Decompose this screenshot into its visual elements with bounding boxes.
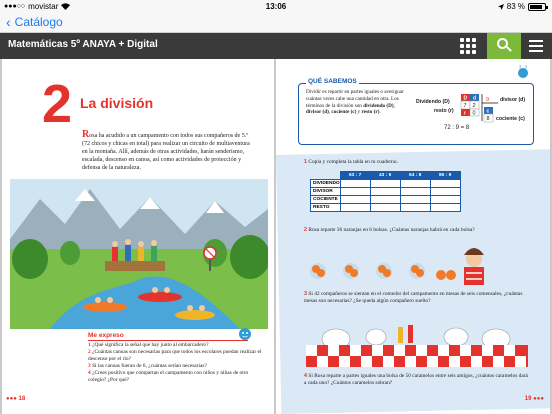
exercise-2: 2 Rosa reparte 36 naranjas en 6 bolsas. ¿Cuántas naranjas habrá en cada bolsa? xyxy=(304,227,475,233)
back-label: Catálogo xyxy=(14,15,63,29)
que-sabemos-text: Dividir es repartir en partes iguales o averiguar cuántas veces cabe una cantidad en otra. Los términos de la división son dividendo (D), divisor (d), cociente (c) y resto (r). xyxy=(306,89,404,116)
row-label: DIVISOR xyxy=(311,188,341,196)
svg-text:divisor (d): divisor (d) xyxy=(500,97,526,103)
exercise-4: 4 Si Rosa reparte a partes iguales una bolsa de 50 caramelos entre seis amigos, ¿cuántos caramelos dará a cada uno? ¿Cuántos caramelos sobran? xyxy=(304,373,528,386)
table-row xyxy=(311,188,461,196)
intro-paragraph xyxy=(82,131,254,172)
table-header: 85 : 9 xyxy=(430,172,460,180)
battery-percent: 83 % xyxy=(506,2,525,11)
table-row xyxy=(311,204,461,212)
svg-text:D: D xyxy=(463,95,468,102)
division-diagram xyxy=(416,91,534,141)
svg-text:d: d xyxy=(473,95,477,102)
svg-text:2: 2 xyxy=(472,103,476,109)
carrier-label: movistar xyxy=(28,2,59,11)
location-icon xyxy=(498,4,504,10)
right-page-number: 19 ●●● xyxy=(524,396,544,402)
svg-text:7: 7 xyxy=(463,103,467,109)
status-right xyxy=(498,2,546,11)
exercise-3: 3 Si 42 compañeros se sientan en el comedor del campamento en mesas de seis comensales, ¿cuántas mesas son necesarias? ¿Se queda algún compañero suelto? xyxy=(304,291,523,304)
intro-text: osa ha acudido a un campamento con todos sus compañeros de 5.º (72 chicos y chicas en total) para realizar un circuito de multiaventura en la montaña. Allí, además de otras actividades, harán senderismo, escalada, descenso en canoa, así como actividades de protección y defensa de la naturaleza. xyxy=(82,133,250,171)
section-divider xyxy=(88,340,248,341)
row-label: DIVIDENDO xyxy=(311,180,341,188)
svg-text:cociente (c): cociente (c) xyxy=(496,116,525,122)
table-row xyxy=(311,196,461,204)
table-header: 64 : 8 xyxy=(400,172,430,180)
exercise-1: 1 Copia y completa la tabla en tu cuaderno. xyxy=(304,159,398,165)
division-equation: 72 : 9 = 8 xyxy=(444,125,470,131)
division-table xyxy=(310,171,461,212)
mascot-icon xyxy=(516,65,530,79)
status-bar xyxy=(0,0,552,13)
svg-text:8: 8 xyxy=(486,116,490,122)
signal-icon: ●●●○○ xyxy=(4,3,26,10)
search-button[interactable] xyxy=(487,33,521,59)
svg-text:?: ? xyxy=(525,65,528,70)
table-header: 63 : 7 xyxy=(340,172,370,180)
questions-list xyxy=(88,342,263,384)
status-time: 13:06 xyxy=(265,2,287,11)
svg-text:r: r xyxy=(464,110,466,117)
left-page-number: ●●● 18 xyxy=(6,396,26,402)
table-header-row xyxy=(311,172,461,180)
intro-drop-cap: R xyxy=(82,129,90,140)
svg-text:c: c xyxy=(486,108,490,115)
question-item: 2 ¿Cuántas canoas son necesarias para que todos los escolares puedan realizar el descenso por el río? xyxy=(88,349,262,362)
picnic-table-illustration xyxy=(306,317,528,367)
camp-illustration xyxy=(10,179,268,329)
row-label: RESTO xyxy=(311,204,341,212)
que-sabemos-label: QUÉ SABEMOS xyxy=(308,78,357,85)
right-page[interactable] xyxy=(276,59,550,414)
table-row xyxy=(311,180,461,188)
svg-text:?: ? xyxy=(519,65,522,70)
svg-text:Dividendo (D): Dividendo (D) xyxy=(416,99,450,105)
chapter-title: La división xyxy=(80,95,154,111)
back-chevron-icon: ‹ xyxy=(6,14,11,30)
left-page[interactable] xyxy=(2,59,274,414)
speaking-mascot-icon xyxy=(238,327,252,341)
chapter-number: 2 xyxy=(42,74,73,134)
row-label: COCIENTE xyxy=(311,196,341,204)
question-item: 1 ¿Qué significa la señal que hay junto al embarcadero? xyxy=(88,342,209,348)
oranges-illustration xyxy=(306,241,516,285)
section-me-expreso: Me expreso xyxy=(88,332,124,339)
svg-text:0: 0 xyxy=(472,110,476,117)
navigation-bar xyxy=(0,13,552,33)
back-button[interactable] xyxy=(6,15,63,29)
grid-icon[interactable] xyxy=(460,38,476,54)
svg-text:9: 9 xyxy=(486,97,490,103)
book-spread xyxy=(0,59,552,414)
question-item: 4 ¿Crees positivo que compartan el campamento con niños y niñas de otro colegio? ¿Por qué? xyxy=(88,370,249,383)
menu-icon[interactable] xyxy=(529,40,543,52)
book-titlebar xyxy=(0,33,552,59)
table-header: 43 : 6 xyxy=(370,172,400,180)
question-item: 3 Si las canoas fueran de 6, ¿cuántas serían necesarias? xyxy=(88,363,207,369)
battery-fill xyxy=(530,5,542,9)
svg-text:resto (r): resto (r) xyxy=(434,108,454,114)
book-title: Matemáticas 5º ANAYA + Digital xyxy=(8,39,158,50)
battery-icon xyxy=(528,3,546,11)
